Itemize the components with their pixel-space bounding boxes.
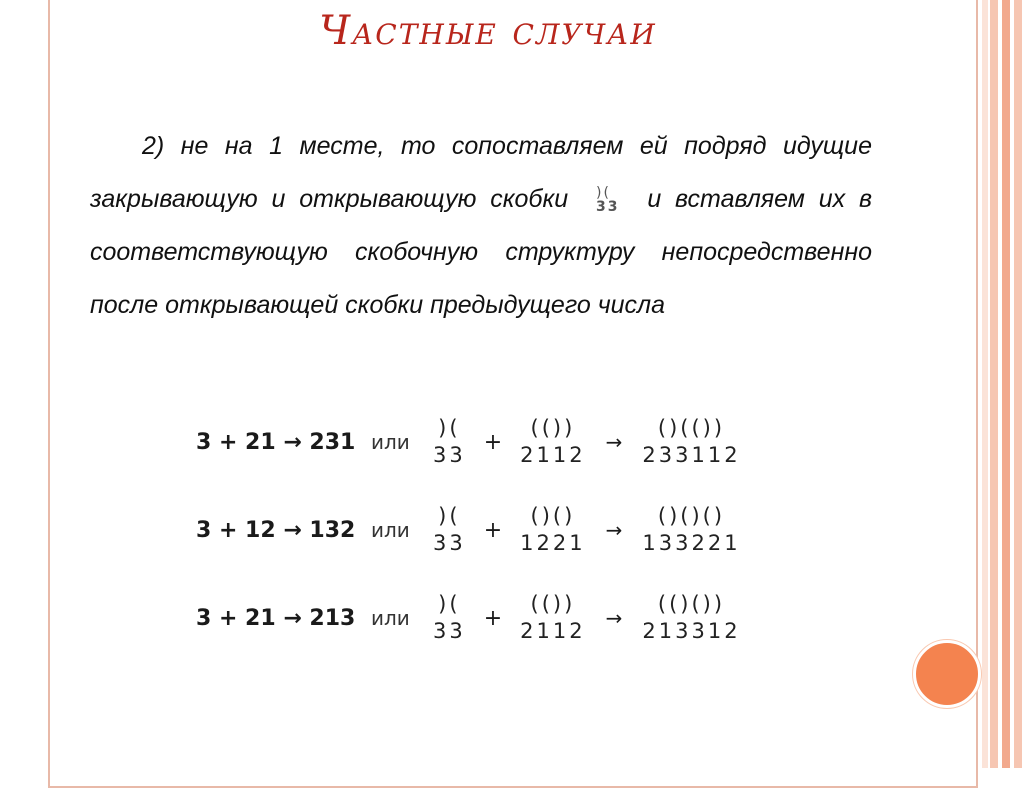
arrow-icon: → [605, 606, 623, 630]
brackets: ()(()) [657, 416, 726, 440]
or-word: или [371, 518, 410, 542]
brackets: ()() [530, 504, 576, 528]
paragraph-text-after: и вставляем их в соответствующую скобочную структуру непосредственно после открывающей скобки предыдущего числа [90, 185, 873, 319]
bracket-structure-result [642, 415, 740, 469]
numbers: 1221 [520, 531, 586, 555]
or-word: или [371, 430, 410, 454]
numbers: 33 [433, 443, 466, 467]
bracket-structure-b [520, 503, 585, 557]
arrow-icon: → [605, 430, 623, 454]
brackets: )( [438, 592, 461, 616]
bracket-structure-result [642, 503, 740, 557]
brackets: )( [438, 504, 461, 528]
numbers: 2112 [520, 619, 586, 643]
inline-bracket-pair [596, 186, 619, 214]
orange-circle-decoration [913, 640, 981, 708]
bracket-structure-a [433, 591, 466, 645]
or-word: или [371, 606, 410, 630]
equation-row [196, 411, 741, 473]
bracket-structure-b [520, 591, 585, 645]
description-paragraph [90, 120, 872, 332]
plus-sign: + [483, 605, 503, 631]
numbers: 2112 [520, 443, 586, 467]
slide-frame [48, 0, 978, 788]
equation: 3 + 21 → 213 [196, 605, 356, 631]
bracket-structure-a [433, 503, 466, 557]
brackets: (()) [530, 592, 576, 616]
slide-title: Частные случаи [319, 8, 657, 54]
numbers: 233112 [642, 443, 741, 467]
brackets: )( [438, 416, 461, 440]
inline-brackets: )( [596, 185, 611, 202]
plus-sign: + [483, 429, 503, 455]
arrow-icon: → [605, 518, 623, 542]
equation: 3 + 12 → 132 [196, 517, 356, 543]
numbers: 213312 [642, 619, 741, 643]
equation-row [196, 587, 741, 649]
plus-sign: + [483, 517, 503, 543]
equation: 3 + 21 → 231 [196, 429, 356, 455]
brackets: (()()) [657, 592, 726, 616]
inline-numbers: 33 [596, 199, 620, 216]
bracket-structure-a [433, 415, 466, 469]
bracket-structure-result [642, 591, 740, 645]
equation-row [196, 499, 741, 561]
decorative-stripes [978, 0, 1024, 768]
numbers: 133221 [642, 531, 741, 555]
paragraph-text-before: 2) не на 1 месте, то сопоставляем ей подряд идущие закрывающую и открывающую скобки [90, 132, 872, 213]
bracket-structure-b [520, 415, 585, 469]
brackets: ()()() [657, 504, 726, 528]
numbers: 33 [433, 531, 466, 555]
numbers: 33 [433, 619, 466, 643]
brackets: (()) [530, 416, 576, 440]
